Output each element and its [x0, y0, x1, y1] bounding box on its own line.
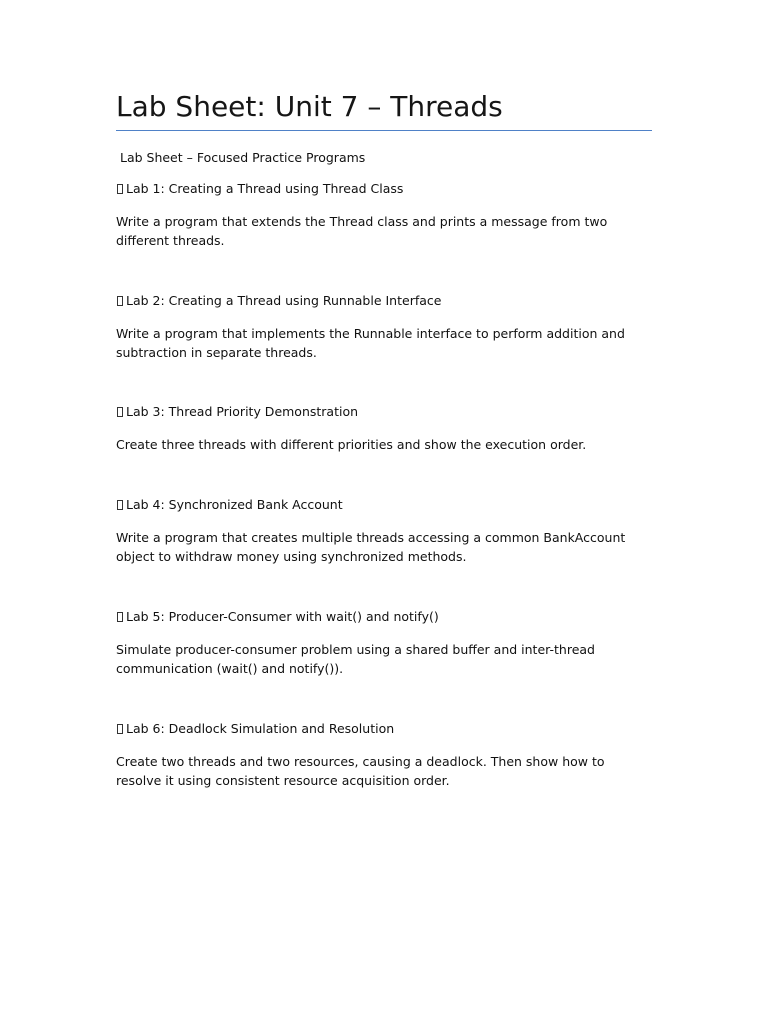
lab-description: Create three threads with different priorities and show the execution order.	[116, 437, 587, 452]
missing-glyph-icon	[117, 296, 123, 306]
lab-heading-text: Lab 4: Synchronized Bank Account	[126, 497, 343, 512]
missing-glyph-icon	[117, 184, 123, 194]
lab-heading-text: Lab 3: Thread Priority Demonstration	[126, 404, 359, 419]
subtitle: Lab Sheet – Focused Practice Programs	[116, 150, 366, 165]
missing-glyph-icon	[117, 407, 123, 417]
lab-heading-text: Lab 5: Producer-Consumer with wait() and notify()	[126, 609, 439, 624]
lab-description: Simulate producer-consumer problem using a shared buffer and inter-thread communication (wait() and notify()).	[116, 642, 595, 676]
lab-description: Create two threads and two resources, causing a deadlock. Then show how to resolve it using consistent resource acquisition order.	[116, 754, 605, 788]
lab-section-5	[116, 609, 652, 678]
lab-section-2	[116, 293, 652, 362]
lab-heading	[116, 293, 652, 309]
lab-heading	[116, 609, 652, 625]
lab-heading	[116, 181, 652, 197]
lab-heading-text: Lab 2: Creating a Thread using Runnable Interface	[126, 293, 442, 308]
lab-description: Write a program that implements the Runnable interface to perform addition and subtraction in separate threads.	[116, 326, 625, 360]
lab-description: Write a program that extends the Thread class and prints a message from two different threads.	[116, 214, 608, 248]
page-title: Lab Sheet: Unit 7 – Threads	[116, 90, 503, 123]
lab-section-4	[116, 497, 652, 566]
missing-glyph-icon	[117, 612, 123, 622]
lab-heading	[116, 497, 652, 513]
lab-heading-text: Lab 6: Deadlock Simulation and Resolution	[126, 721, 395, 736]
lab-heading-text: Lab 1: Creating a Thread using Thread Class	[126, 181, 404, 196]
lab-heading	[116, 404, 652, 420]
lab-section-6	[116, 721, 652, 790]
missing-glyph-icon	[117, 724, 123, 734]
title-underline	[116, 130, 652, 131]
lab-heading	[116, 721, 652, 737]
lab-description: Write a program that creates multiple threads accessing a common BankAccount object to withdraw money using synchronized methods.	[116, 530, 626, 564]
lab-section-3	[116, 404, 652, 454]
missing-glyph-icon	[117, 500, 123, 510]
lab-section-1	[116, 181, 652, 250]
